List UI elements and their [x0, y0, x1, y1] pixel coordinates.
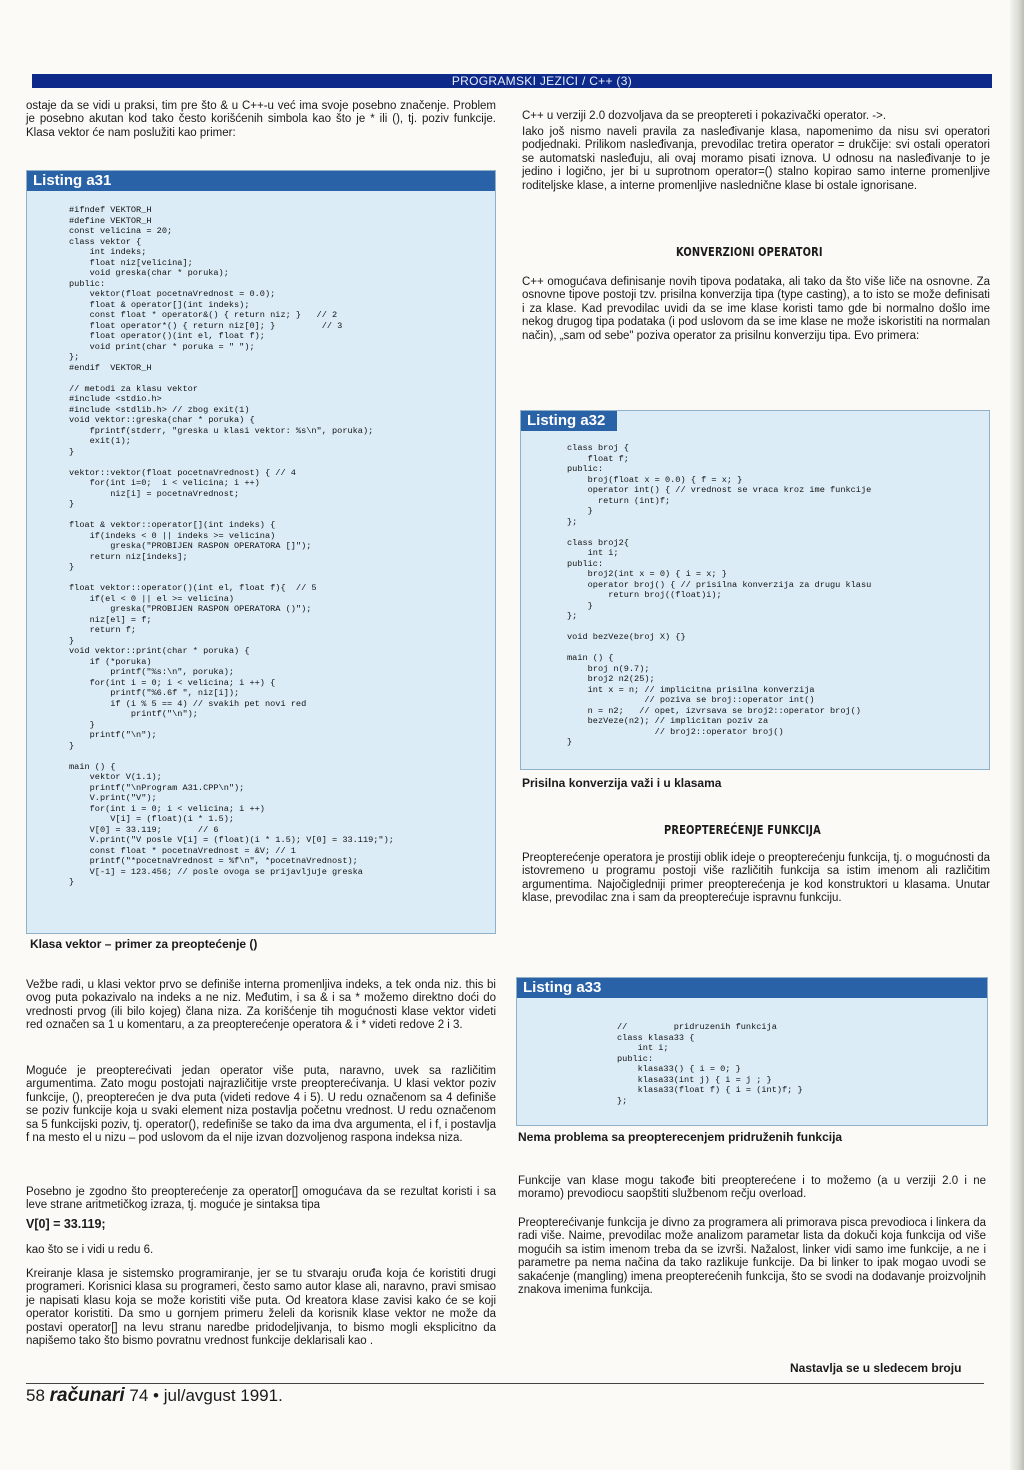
magazine-logo: računari: [49, 1385, 125, 1406]
listing-a33-code: // pridruzenih funkcija class klasa33 { int i; public: klasa33() { i = 0; } klasa33(int j) { i = j ; } klasa33(float f) { i = (int)f; } };: [617, 1022, 803, 1106]
section-title: PROGRAMSKI JEZICI / C++ (3): [451, 74, 632, 88]
right-para-1: Funkcije van klase mogu takođe biti preopterećene i to možemo (a u verziji 2.0 i ne moramo) prevodiocu saopštiti službenom rečju overload.: [518, 1175, 986, 1201]
page-number: 58: [26, 1386, 45, 1405]
left-para-2: Moguće je preopterećivati jedan operator više puta, naravno, uvek sa različitim argumentima. Zato mogu postojati najrazličitije vrste preopterećivanja. U klasi vektor poziv funkcije, (), preopterećen je dva puta (videti redove 4 i 5). U redu označenom sa 4 definiše se poziv funkcije koja u svaki element niza postavlja početnu vrednost. U redu označenom sa 5 funkcijski poziv, tj. operator(), redefiniše se tako da ima dva argumenta, el i f, i postavlja f na mesto el u nizu – pod uslovom da el nije izvan dozvoljenog raspona indeksa niza.: [26, 1065, 496, 1145]
right-intro-2: Iako još nismo naveli pravila za nasleđivanje klasa, napomenimo da nisu svi operatori podjednaki. Prilikom nasleđivanja, prevodilac tretira operator = drukčije: svi ostali operatori se automatski nasleđuju, ali ovaj moramo pisati iznova. U odnosu na nasleđivanje to je jedino i logično, jer bi u suprotnom operator=() stalno kopirao samo interne promenljive roditeljske klase, a interne promenljive naslednične klase bi ostale ignorisane.: [522, 126, 990, 192]
listing-a32-title: Listing a32: [521, 411, 617, 431]
issue-number: 74: [129, 1386, 149, 1405]
left-para-3: Posebno je zgodno što preopterećenje za operator[] omogućava da se rezultat koristi i sa leve strane aritmetičkog izraza, tj. moguće je sintaksa tipa: [26, 1186, 496, 1212]
section-header: [32, 74, 992, 88]
heading-preopterecenje-funkcija: PREOPTEREĆENJE FUNKCIJA: [664, 823, 821, 837]
listing-a33-caption: Nema problema sa preopterecenjem pridruženih funkcija: [518, 1130, 843, 1144]
left-para-1: Vežbe radi, u klasi vektor prvo se definiše interna promenljiva indeks, a tek onda niz. this bi ovog puta pokazivalo na indeks a ne niz. Međutim, i sa & i sa * možemo direktno doći do vrednosti prvog (ili bilo kojeg) člana niza. Za korišćenje tih mogućnosti klase vektor videti red označen sa 1 u komentaru, a za preopterećenje operatora & i * videti redove 2 i 3.: [26, 979, 496, 1032]
listing-a31-box: [26, 170, 496, 934]
listing-a32-code: class broj { float f; public: broj(float x = 0.0) { f = x; } operator int() { // vrednost se vraca kroz ime funkcije return (int)f; } }; class broj2{ int i; public: broj2(int x = 0) { i = x; } operator broj() { // prisilna konverzija za drugu klasu return broj((float)i); } }; void bezVeze(broj X) {} main () { broj n(9.7); broj2 n2(25); int x = n; // implicitna prisilna konverzija // poziva se broj::operator int() n = n2; // opet, izvrsava se broj2::operator broj() bezVeze(n2); // implicitan poziv za // broj2::operator broj() }: [567, 443, 872, 747]
left-intro-text: ostaje da se vidi u praksi, tim pre što & u C++-u već ima svoje posebno značenje. Problem je posebno akutan kod tako često korišćenih simbola kao što je * ili (), tj. poziv funkcije. Klasa vektor će nam poslužiti kao primer:: [26, 100, 496, 139]
right-conv-para: C++ omogućava definisanje novih tipova podataka, ali tako da što više liče na osnovne. Za osnovne tipove postoji tzv. prisilna konverzija tipa (type casting), a to isto se može definisati i za klase. Kad prevodilac uvidi da se ime klase koristi tamo gde bi normalno došlo ime nekog drugog tipa podataka (i pod uslovom da se ime klase ne može iskoristiti na normalan način), „sam od sebe" poziva operator za prisilnu konverziju tipa. Evo primera:: [522, 276, 990, 342]
continued-note: Nastavlja se u sledecem broju: [790, 1361, 962, 1375]
right-intro-1: C++ u verziji 2.0 dozvoljava da se preoptereti i pokazivački operator. ->.: [522, 110, 887, 122]
left-para-4: kao što se i vidi u redu 6.: [26, 1244, 154, 1256]
right-func-para: Preopterećenje operatora je prostiji oblik ideje o preopterećenju funkcija, tj. o mogućnosti da istovremeno u programu postoji više različitih funkcija sa istim imenom ali različitim argumentima. Najočigledniji primer preopterećenja je kod konstruktori u klasama. Unutar klase, prevodilac zna i sam da preopterećuje ispravnu funkciju.: [522, 852, 990, 905]
listing-a33-title: Listing a33: [517, 978, 987, 998]
listing-a31-title: Listing a31: [27, 171, 495, 191]
heading-konverzioni-operatori: KONVERZIONI OPERATORI: [676, 245, 823, 259]
listing-a33-box: [516, 977, 988, 1126]
listing-a32-box: [520, 410, 990, 770]
left-code-inline: V[0] = 33.119;: [26, 1217, 106, 1231]
listing-a32-caption: Prisilna konverzija važi i u klasama: [522, 776, 722, 790]
issue-date: jul/avgust 1991.: [163, 1386, 283, 1405]
listing-a31-code: #ifndef VEKTOR_H #define VEKTOR_H const velicina = 20; class vektor { int indeks; float niz[velicina]; void greska(char * poruka); public: vektor(float pocetnaVrednost = 0.0); float & operator[](int indeks); const float * operator&() { return niz; } // 2 float operator*() { return niz[0]; } // 3 float operator()(int el, float f); void print(char * poruka = " "); }; #endif VEKTOR_H // metodi za klasu vektor #include <stdio.h> #include <stdlib.h> // zbog exit(1) void vektor::greska(char * poruka) { fprintf(stderr, "greska u klasi vektor: %s\n", poruka); exit(1); } vektor::vektor(float pocetnaVrednost) { // 4 for(int i=0; i < velicina; i ++) niz[i] = pocetnaVrednost; } float & vektor::operator[](int indeks) { if(indeks < 0 || indeks >= velicina) greska("PROBIJEN RASPON OPERATORA []"); return niz[indeks]; } float vektor::operator()(int el, float f){ // 5 if(el < 0 || el >= velicina) greska("PROBIJEN RASPON OPERATORA ()"); niz[el] = f; return f; } void vektor::print(char * poruka) { if (*poruka) printf("%s:\n", poruka); for(int i = 0; i < velicina; i ++) { printf("%6.6f ", niz[i]); if (i % 5 == 4) // svakih pet novi red printf("\n"); } printf("\n"); } main () { vektor V(1.1); printf("\nProgram A31.CPP\n"); V.print("V"); for(int i = 0; i < velicina; i ++) V[i] = (float)(i * 1.5); V[0] = 33.119; // 6 V.print("V posle V[i] = (float)(i * 1.5); V[0] = 33.119;"); const float * pocetnaVrednost = &V; // 1 printf("*pocetnaVrednost = %f\n", *pocetnaVrednost); V[-1] = 123.456; // posle ovoga se prijavljuje greska }: [69, 205, 394, 887]
listing-a31-caption: Klasa vektor – primer za preoptećenje (): [30, 937, 258, 951]
left-para-5: Kreiranje klasa je sistemsko programiranje, jer se tu stvaraju oruđa koja će koristiti drugi programeri. Korisnici klasa su programeri, često samo autor klase ali, naravno, pravi smisao je napisati klasu koja se može koristiti više puta. Od kreatora klase zavisi kako će se koji operator koristiti. Da smo u gornjem primeru želeli da korisnik klase vektor ne može da postavi operator[] na levu stranu naredbe pridodeljivanja, to bismo mogli eksplicitno da napišemo tako što bismo povratnu vrednost funkcije deklarisali kao .: [26, 1268, 496, 1348]
footer-rule: [26, 1383, 984, 1384]
bullet: •: [153, 1386, 159, 1405]
footer: [26, 1386, 283, 1406]
page-edge: [1010, 0, 1024, 1470]
right-para-2: Preopterećivanje funkcija je divno za programera ali primorava pisca prevodioca i linkera da radi više. Naime, prevodilac može analizom parametar lista da dokuči koja funkcija od više mogućih sa istim imenom treba da se izvrši. Nažalost, linker vidi samo ime funkcije, a ne i parametre pa nema načina da tako razlikuje funkcije. Da bi linker to ipak mogao uvodi se sakaćenje (mangling) imena preopterećenih funkcija, što se svodi na dodavanje proizvoljnih znakova imenima funkcija.: [518, 1217, 986, 1297]
